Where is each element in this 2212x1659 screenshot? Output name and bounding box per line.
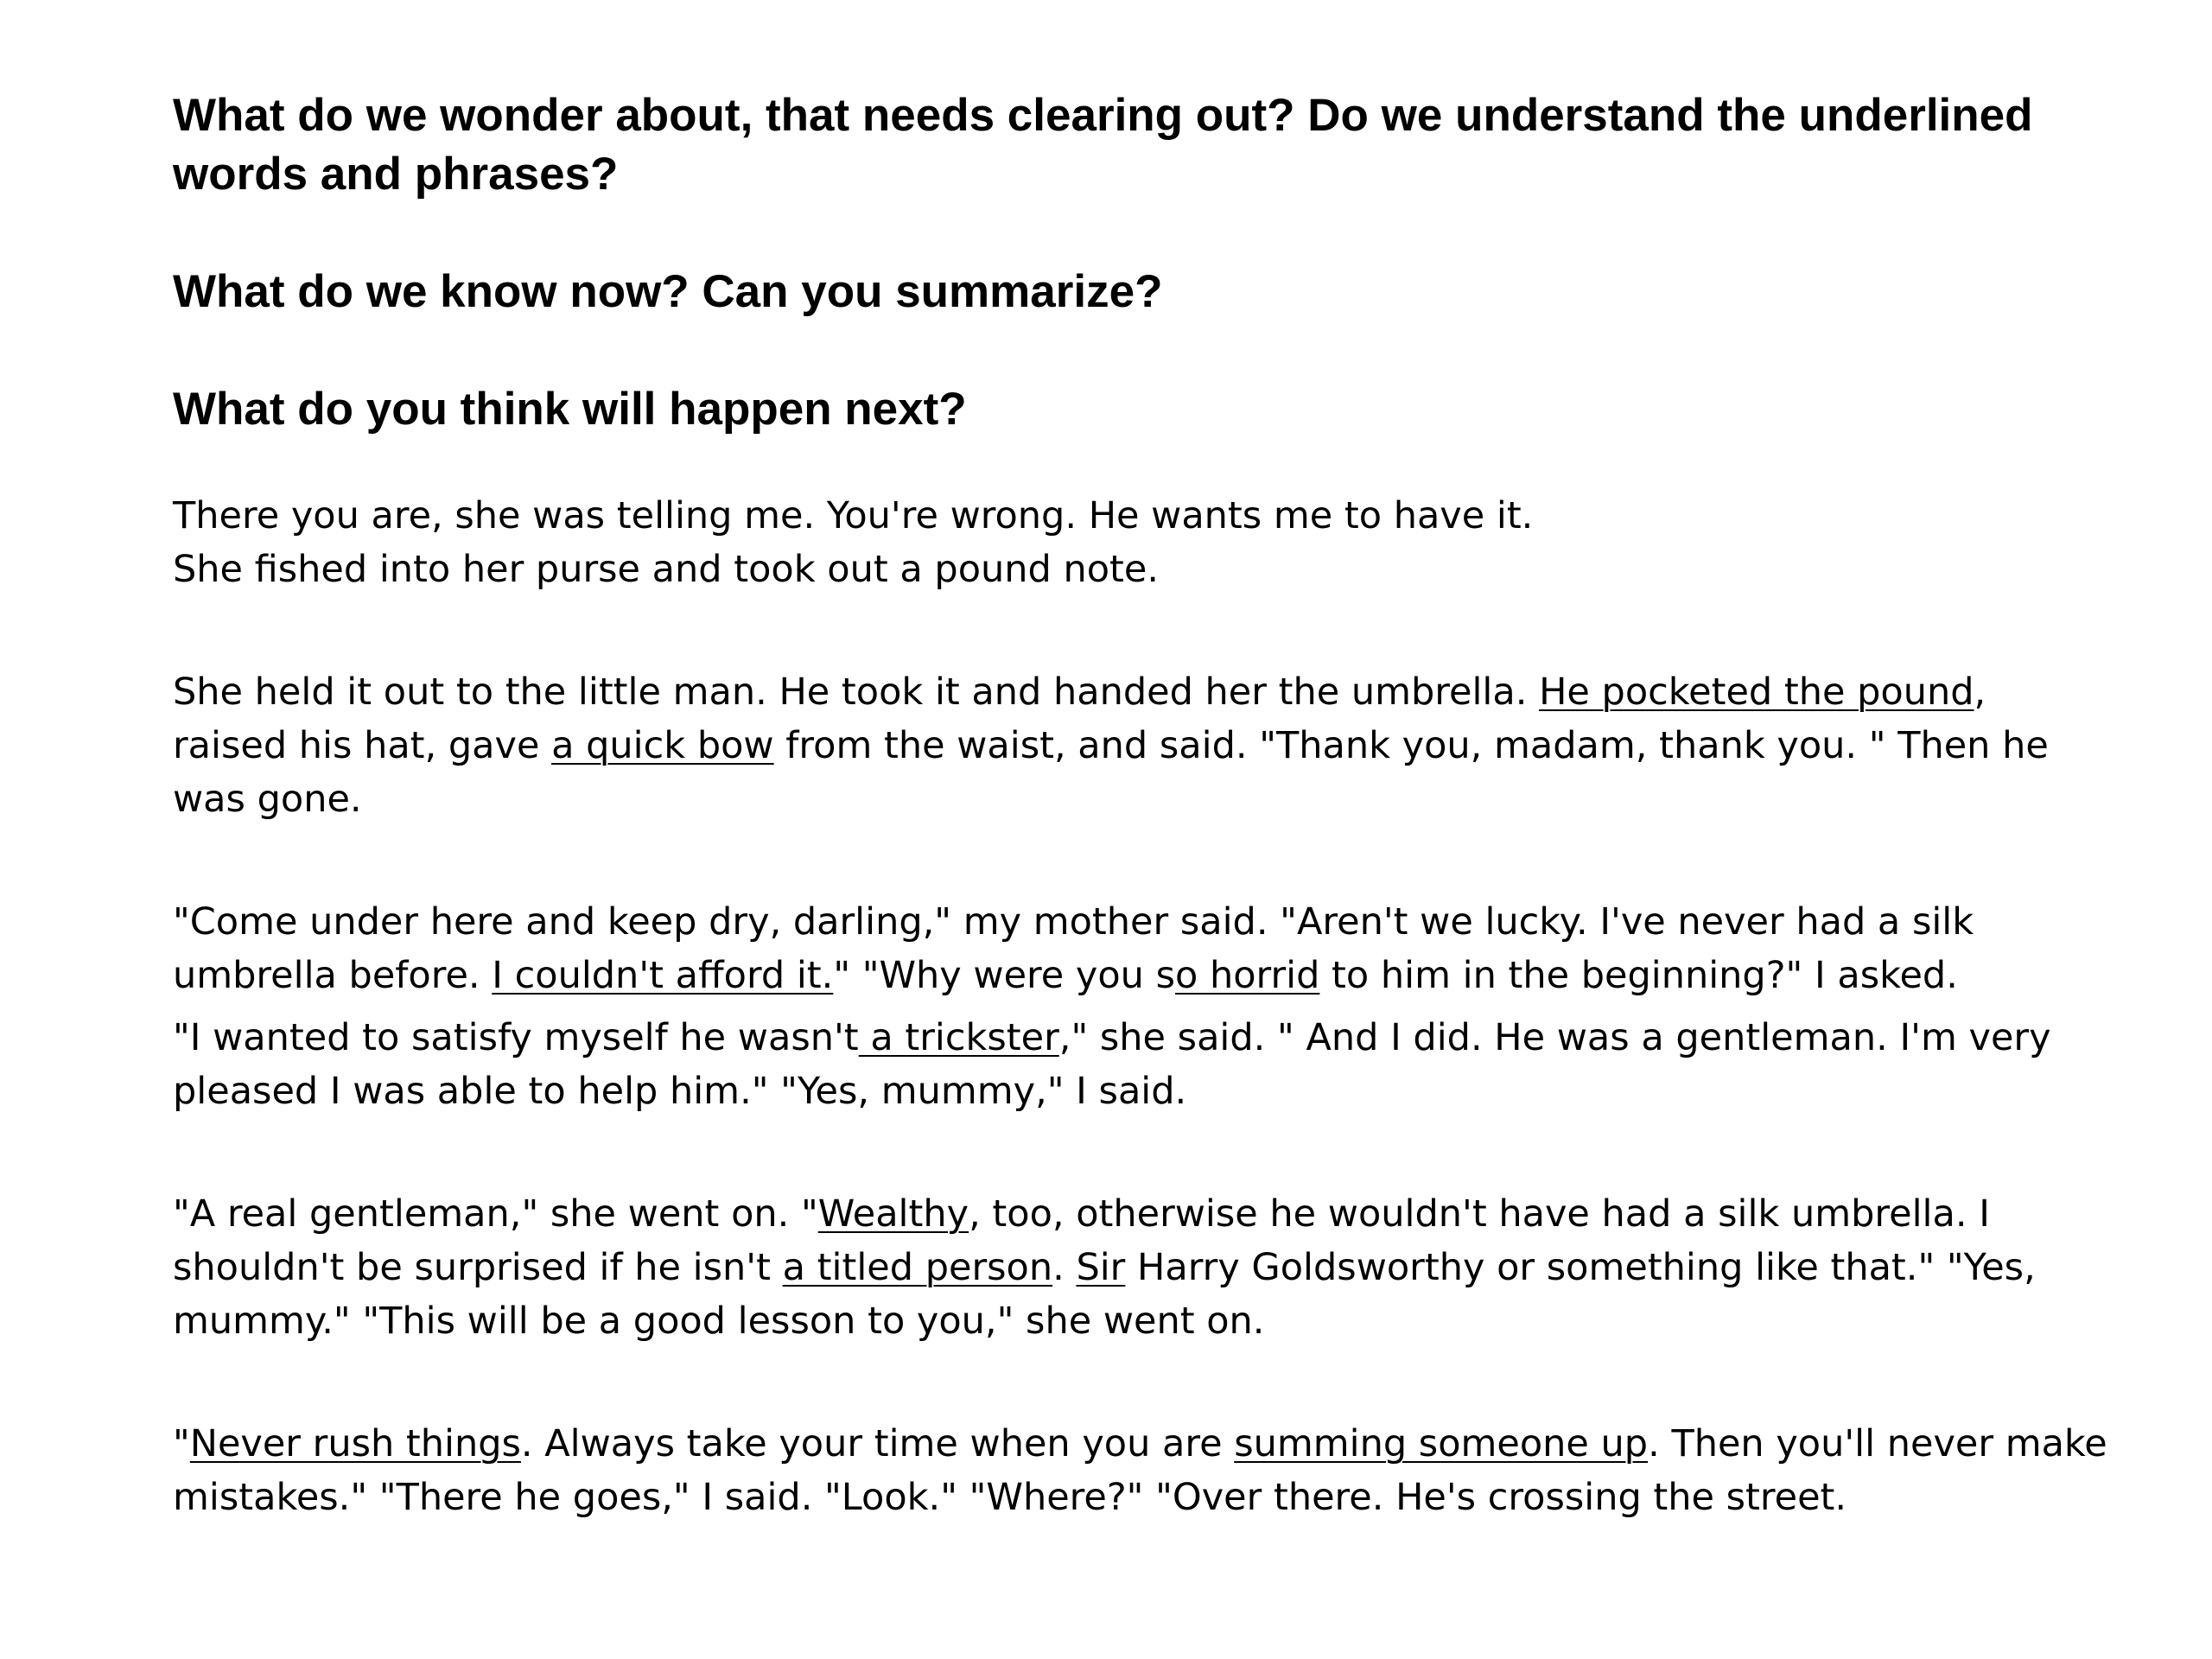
story-paragraph-never-rush xyxy=(173,1417,2108,1524)
underlined-phrase: a trickster xyxy=(858,1016,1059,1059)
story-text: . Always take your time when you are xyxy=(520,1422,1235,1465)
underlined-phrase: Wealthy xyxy=(817,1192,969,1236)
story-text: from the waist, and said. "Thank you, madam, thank you. " Then he was gone. xyxy=(173,724,2049,821)
slide-content xyxy=(173,86,2108,1524)
story-text: , raised his hat, gave xyxy=(173,671,1986,767)
story-text: " "Why were you s xyxy=(833,954,1175,997)
story-text: Harry Goldsworthy or something like that." "Yes, mummy." "This will be a good lesson to you," she went on. xyxy=(173,1246,2036,1343)
story-text: " xyxy=(173,1422,190,1465)
story-text: ," she said. " And I did. He was a gentleman. I'm very pleased I was able to help him." "Yes, mummy," I said. xyxy=(173,1016,2051,1113)
question-summarize: What do we know now? Can you summarize? xyxy=(173,266,1163,317)
story-line-2: She fished into her purse and took out a pound note. xyxy=(173,548,1160,591)
question-wonder: What do we wonder about, that needs clearing out? Do we understand the underlined words and phrases? xyxy=(173,90,2033,200)
story-text: "I wanted to satisfy myself he wasn't xyxy=(173,1016,859,1059)
underlined-phrase: Never rush things xyxy=(189,1422,521,1465)
story-text: . xyxy=(1052,1246,1077,1289)
story-paragraph-silk-umbrella xyxy=(173,895,2108,1002)
story-text: She held it out to the little man. He took it and handed her the umbrella. xyxy=(173,671,1540,714)
story-text: , too, otherwise he wouldn't have had a silk umbrella. I shouldn't be surprised if he isn't xyxy=(173,1192,1990,1289)
story-paragraph-gentleman xyxy=(173,1187,2108,1348)
underlined-phrase: a titled person xyxy=(782,1246,1053,1289)
underlined-phrase: I couldn't afford it. xyxy=(492,954,834,997)
underlined-phrase: He pocketed the pound xyxy=(1539,671,1974,714)
story-text: to him in the beginning?" I asked. xyxy=(1319,954,1958,997)
story-text: "A real gentleman," she went on. " xyxy=(173,1192,818,1236)
question-predict: What do you think will happen next? xyxy=(173,384,967,435)
underlined-phrase: a quick bow xyxy=(551,724,774,767)
story-paragraph-trickster xyxy=(173,1011,2108,1118)
story-paragraph-umbrella xyxy=(173,665,2108,826)
underlined-phrase: o horrid xyxy=(1174,954,1320,997)
story-line-1: There you are, she was telling me. You're wrong. He wants me to have it. xyxy=(173,494,1534,537)
story-text: "Come under here and keep dry, darling," my mother said. "Aren't we lucky. I've never had a silk umbrella before. xyxy=(173,900,1974,997)
story-text: . Then you'll never make mistakes." "There he goes," I said. "Look." "Where?" "Over there. He's crossing the street. xyxy=(173,1422,2107,1519)
underlined-phrase: Sir xyxy=(1076,1246,1126,1289)
underlined-phrase: summing someone up xyxy=(1234,1422,1649,1465)
